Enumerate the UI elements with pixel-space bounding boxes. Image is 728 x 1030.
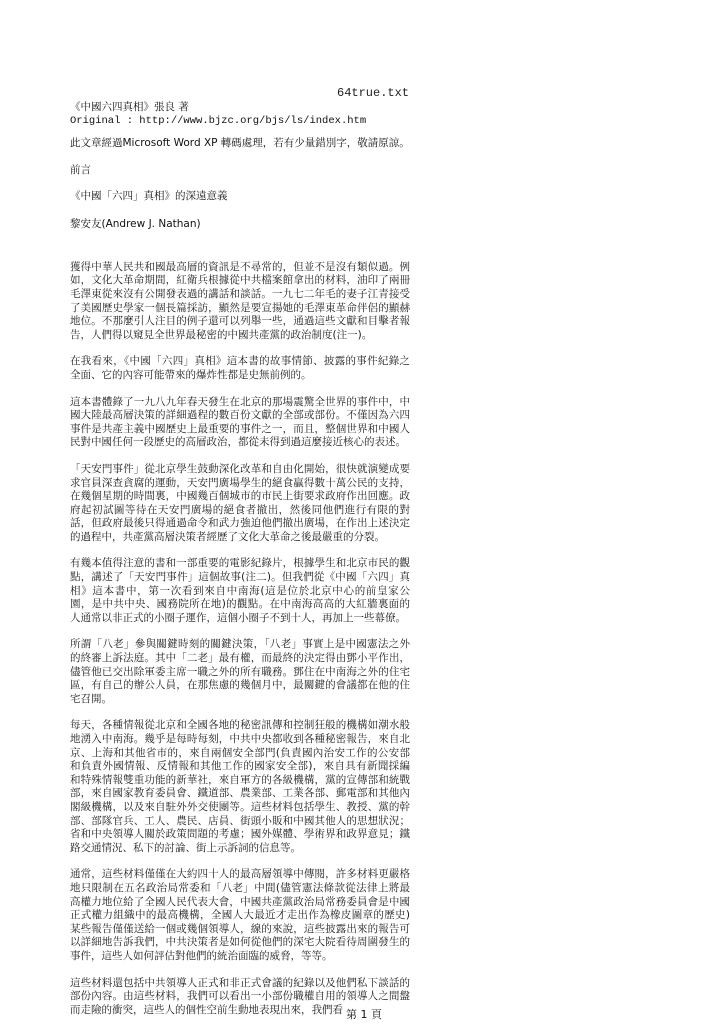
paragraph: 「天安門事件」從北京學生鼓動深化改革和自由化開始，很快就演變成要求官員深查貪腐的運動，天安門廣場學生的絕食贏得數十萬公民的支持，在幾個星期的時間裏，中國幾百個城市的市民上街要求政府作出回應。政府起初試圖等待在天安門廣場的絕食者撤出，然後同他們進行有限的對話，但政府最後只得通過命令和武力強迫他們撤出廣場，在作出上述決定的過程中，共產黨高層決策者經歷了文化大革命之後最嚴重的分裂。: [70, 462, 410, 543]
essay-author: 黎安友(Andrew J. Nathan): [70, 217, 201, 230]
paragraph: 所謂「八老」參與關鍵時刻的關鍵決策，「八老」事實上是中國憲法之外的終審上訴法庭。其中「二老」最有權，而最終的決定得由鄧小平作出，儘管他已交出除軍委主席一職之外的所有職務。鄧住在中南海之外的住宅區，有自己的辦公人員，在那焦慮的幾個月中，最關鍵的會議都在他的住宅召開。: [70, 638, 410, 705]
paragraph: 獲得中華人民共和國最高層的資訊是不尋常的，但並不是沒有類似過。例如，文化大革命期間，紅衛兵根據從中共檔案館拿出的材料，油印了兩冊毛澤東從來沒有公開發表過的講話和談話。一九七二年毛的妻子江青接受了美國歷史學家一個長篇採訪，顯然是要宣揚她的毛澤東革命伴侶的顯赫地位。不那麼引人注目的例子還可以列舉一些，通過這些文獻和目擊者報告，人們得以窺見全世界最秘密的中國共產黨的政治制度(注一)。: [70, 260, 410, 341]
paragraph: 這些材料還包括中共領導人正式和非正式會議的紀錄以及他們私下談話的部份內容。由這些材料，我們可以看出一小部份職權自用的領導人之間盤而走險的衝突，這些人的個性空前生動地表現出來，我們看: [70, 976, 410, 1016]
book-title-author: 《中國六四真相》張良 著: [70, 101, 189, 113]
page-number: 第 1 頁: [346, 1008, 382, 1021]
preface-heading: 前言: [70, 163, 91, 176]
original-url: Original : http://www.bjzc.org/bjs/ls/index.htm: [70, 115, 367, 127]
conversion-note: 此文章經過Microsoft Word XP 轉碼處理，若有少量錯別字，敬請原諒。: [70, 137, 410, 149]
paragraph: 每天，各種情報從北京和全國各地的秘密訊傳和控制狂般的機構如潮水般地湧入中南海。幾乎是每時每刻，中共中央都收到各種秘密報告，來自北京、上海和其他省市的，來自兩個安全部門(負責國內治安工作的公安部和負責外國情報、反情報和其他工作的國家安全部)，來自具有新聞採編和特殊情報雙重功能的新華社，來自軍方的各級機構，黨的宣傳部和統戰部，來自國家教育委員會、鐵道部、農業部、工業各部、郵電部和其他內閣級機構，以及來自駐外外交使團等。這些材料包括學生、教授、黨的幹部、部隊官兵、工人、農民、店員、街頭小販和中國其他人的思想狀況；省和中央領導人關於政策問題的考慮；國外媒體、學術界和政界意見；鐵路交通情況、私下的討論、街上示訴詞的信息等。: [70, 719, 410, 854]
paragraph: 在我看來，《中國「六四」真相》這本書的故事情節、披露的事件紀錄之全面、它的內容可能帶來的爆炸性都是史無前例的。: [70, 355, 410, 381]
essay-title: 《中國「六四」真相》的深遠意義: [70, 190, 228, 203]
paragraph: 通常，這些材料僅僅在大約四十人的最高層領導中傳閱，許多材料更嚴格地只限制在五名政治局常委和「八老」中間(儘管憲法條款從法律上將最高權力地位給了全國人民代表大會，中國共產黨政治局常務委員會是中國正式權力組織中的最高機構，全國人大最近才走出作為橡皮圖章的歷史)某些報告僅僅送給一個或幾個領導人，線的來說，這些披露出來的報告可以詳細地告訴我們，中共決策者是如何從他們的深宅大院看待周圍發生的事件，這些人如何評估對他們的統治面臨的威脅，等等。: [70, 868, 410, 962]
file-name-header: 64true.txt: [337, 86, 410, 100]
paragraph: 有幾本值得注意的書和一部重要的電影紀錄片，根據學生和北京市民的觀點，講述了「天安門事件」這個故事(注二)。但我們從《中國「六四」真相》這本書中，第一次看到來自中南海(這是位於北京中心的前皇家公園，是中共中央、國務院所在地)的觀點。在中南海高高的大紅牆裏面的人通常以非正式的小圈子運作，這個小圈子不到十人，再加上一些幕僚。: [70, 557, 410, 624]
document-body: [70, 100, 410, 1030]
paragraph: 這本書體錄了一九八九年春天發生在北京的那場震驚全世界的事件中，中國大陸最高層決策的詳細過程的數百份文獻的全部或部份。不僅因為六四事件是共產主義中國歷史上最重要的事件之一，而且，整個世界和中國人民對中國任何一段歷史的高層政治，都從未得到過這麼接近核心的表述。: [70, 395, 410, 449]
